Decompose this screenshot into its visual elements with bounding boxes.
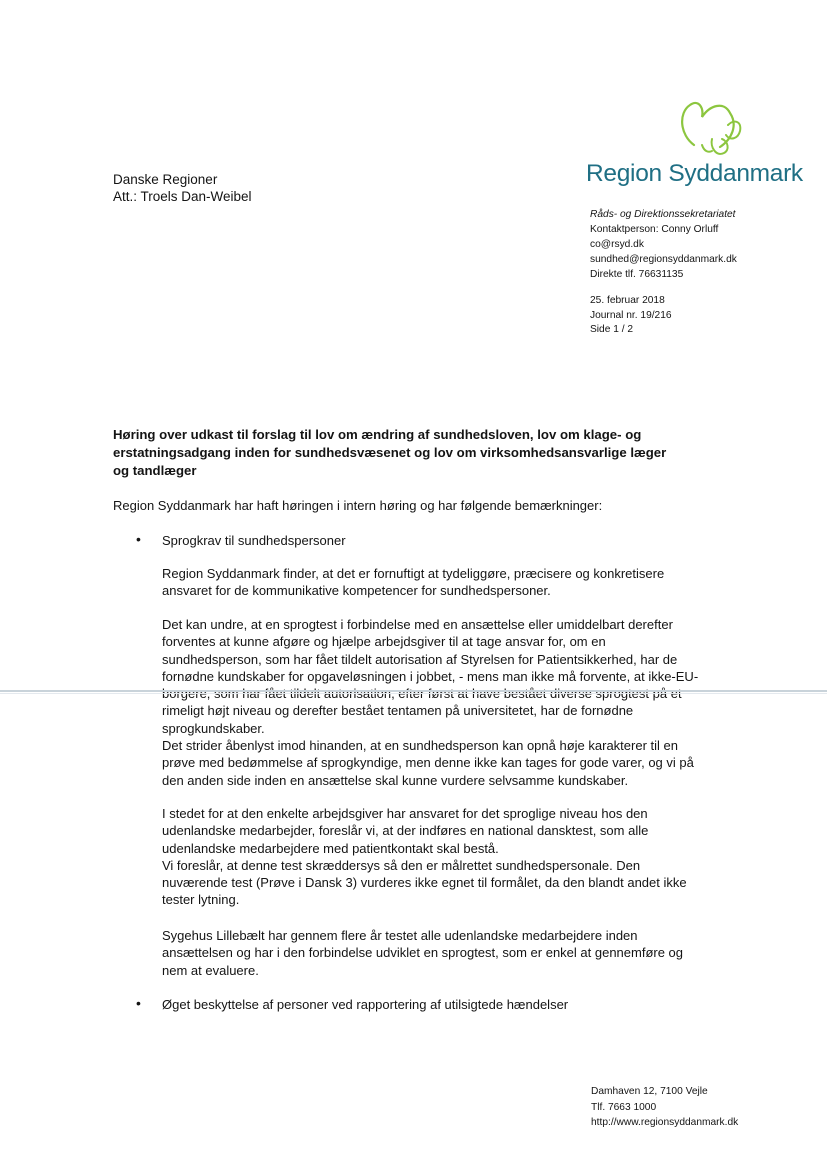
text-line: den anden side inden en ansættelse skal kunne vurdere selvsamme kundskaber. [162, 772, 629, 788]
paragraph-1 [162, 565, 762, 600]
text-line: I stedet for at den enkelte arbejdsgiver har ansvaret for det sproglige niveau hos den [162, 806, 648, 821]
text-line: prøve med bedømmelse af sprogkyndige, men denne ikke kan tages for gode varer, og vi på [162, 755, 694, 771]
text-line: forventes at kunne afgøre og hjælpe arbejdsgiver til at tage ansvar for, om en [162, 634, 606, 650]
region-logo-icon [672, 95, 772, 163]
text-line: Det strider åbenlyst imod hinanden, at en sundhedsperson kan opnå høje karakterer til en [162, 738, 678, 754]
sender-contact: Kontaktperson: Conny Orluff [590, 224, 719, 235]
text-line: udenlandske medarbejder, foreslår vi, at der indføres en national dansktest, som alle [162, 823, 649, 839]
sender-block [590, 207, 737, 282]
text-line: nem at evaluere. [162, 962, 259, 978]
text-line: Vi foreslår, at denne test skræddersys så den er målrettet sundhedspersonale. Den [162, 857, 641, 873]
paragraph-4 [162, 927, 762, 979]
text-line: ansvaret for de kommunikative kompetencer for sundhedspersoner. [162, 583, 551, 599]
text-line: Region Syddanmark finder, at det er fornuftigt at tydeliggøre, præcisere og konkretisere [162, 566, 665, 581]
recipient-name: Danske Regioner [113, 172, 218, 187]
text-line: nuværende test (Prøve i Dansk 3) vurderes ikke egnet til formålet, da den blandt andet ikke [162, 875, 687, 891]
footer-website-link[interactable]: http://www.regionsyddanmark.dk [591, 1117, 739, 1128]
footer-block [591, 1084, 738, 1131]
bullet-label-language: Sprogkrav til sundhedspersoner [162, 533, 346, 548]
recipient-block [113, 171, 252, 205]
paragraph-3 [162, 805, 762, 909]
journal-number: Journal nr. 19/216 [590, 309, 672, 321]
footer-address: Damhaven 12, 7100 Vejle [591, 1086, 708, 1097]
page-number: Side 1 / 2 [590, 324, 634, 335]
intro-text: Region Syddanmark har haft høringen i intern høring og har følgende bemærkninger: [113, 498, 603, 513]
text-line: udenlandske medarbejdere med patientkontakt skal bestå. [162, 840, 499, 856]
text-line: sundhedsperson, som har fået tildelt autorisation af Styrelsen for Patientsikkerhed, har de [162, 651, 678, 667]
text-line: rimeligt højt niveau og derefter bestået tentamen på universitetet, har de fornødne [162, 703, 634, 719]
text-line: ansættelsen og har i den forbindelse udviklet en sprogtest, som er enkel at gennemføre og [162, 945, 684, 961]
paragraph-2 [162, 616, 762, 789]
scan-artifact-line [0, 693, 827, 694]
sender-email[interactable]: co@rsyd.dk [590, 239, 644, 250]
letter-date: 25. februar 2018 [590, 295, 665, 306]
bullet-dot: • [136, 531, 141, 547]
recipient-att: Att.: Troels Dan-Weibel [113, 189, 252, 204]
footer-phone: Tlf. 7663 1000 [591, 1101, 657, 1113]
text-line: fornødne kundskaber for opgaveløsningen i jobbet, - mens man ikke må forvente, at ikke-EU- [162, 668, 699, 684]
text-line: tester lytning. [162, 892, 240, 908]
region-logo-text: Region Syddanmark [586, 160, 803, 187]
text-line: sprogkundskaber. [162, 720, 265, 736]
text-line: Sygehus Lillebælt har gennem flere år testet alle udenlandske medarbejdere inden [162, 928, 638, 943]
bullet-label-protection: Øget beskyttelse af personer ved rapportering af utilsigtede hændelser [162, 997, 569, 1012]
sender-department: Råds- og Direktionssekretariatet [590, 209, 736, 220]
sender-email2[interactable]: sundhed@regionsyddanmark.dk [590, 254, 737, 265]
sender-phone: Direkte tlf. 76631135 [590, 269, 684, 280]
letter-heading: Høring over udkast til forslag til lov om ændring af sundhedsloven, lov om klage- og erstatningsadgang inden for sundhedsvæsenet og lov om virksomhedsansvarlige læger og tandlæger [113, 427, 667, 478]
text-line: Det kan undre, at en sprogtest i forbindelse med en ansættelse eller umiddelbart derefter [162, 617, 673, 632]
scan-artifact-line [0, 690, 827, 692]
bullet-dot: • [136, 995, 141, 1011]
letter-meta [590, 294, 672, 338]
